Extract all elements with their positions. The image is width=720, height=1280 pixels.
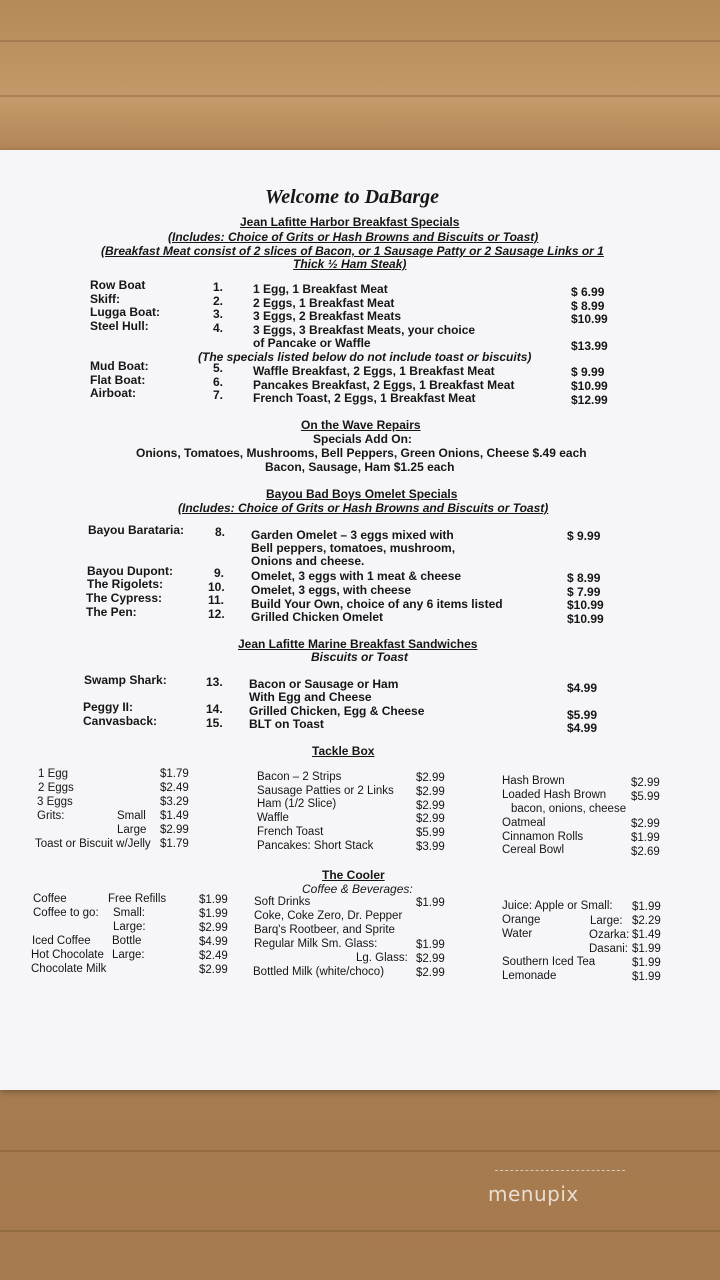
item-name: Peggy II: [83, 700, 134, 714]
item-description: Pancakes Breakfast, 2 Eggs, 1 Breakfast Meat [253, 378, 515, 392]
drink-item: Coffee [33, 893, 67, 905]
harbor-includes: (Includes: Choice of Grits or Hash Browns and Biscuits or Toast) [168, 230, 539, 244]
item-number: 7. [213, 388, 224, 402]
item-name: Row Boat [90, 278, 146, 292]
drink-size: Large: [112, 949, 145, 961]
drink-item: Orange [502, 914, 541, 926]
drink-item: Coffee to go: [33, 907, 99, 919]
watermark-logo: menupix [488, 1182, 579, 1206]
item-description: French Toast, 2 Eggs, 1 Breakfast Meat [253, 391, 476, 405]
side-item: Loaded Hash Brown [502, 789, 607, 801]
bayou-includes: (Includes: Choice of Grits or Hash Browns and Biscuits or Toast) [178, 501, 549, 515]
drink-price: $2.99 [416, 953, 445, 965]
item-number: 14. [206, 702, 223, 716]
side-item: Oatmeal [502, 817, 546, 829]
item-number: 2. [213, 294, 224, 308]
item-name: The Pen: [86, 605, 137, 619]
drink-price: $1.99 [632, 971, 661, 983]
drink-price: $2.49 [199, 950, 228, 962]
side-price: $2.99 [416, 800, 445, 812]
side-price: $3.29 [160, 796, 189, 808]
item-price: $4.99 [567, 681, 598, 695]
item-number: 4. [213, 321, 224, 335]
drink-price: $2.99 [199, 922, 228, 934]
item-price: $12.99 [571, 393, 608, 407]
item-name: Bayou Dupont: [87, 564, 173, 578]
drink-price: $4.99 [199, 936, 228, 948]
item-price: $ 8.99 [571, 299, 605, 313]
item-description-continued: With Egg and Cheese [249, 690, 372, 704]
item-price: $ 6.99 [571, 285, 605, 299]
drink-price: $1.99 [199, 894, 228, 906]
side-item: Toast or Biscuit w/Jelly [35, 838, 151, 850]
side-item: Grits: [37, 810, 65, 822]
side-price: $3.99 [416, 841, 445, 853]
item-name: The Rigolets: [87, 577, 164, 591]
item-description: Grilled Chicken Omelet [251, 610, 384, 624]
side-price: $1.79 [160, 768, 189, 780]
wave-heading: On the Wave Repairs [301, 418, 421, 432]
drink-size: Small: [113, 907, 145, 919]
item-name: Bayou Barataria: [88, 523, 185, 537]
side-size: Small [117, 810, 146, 822]
item-number: 10. [208, 580, 225, 594]
item-description: 3 Eggs, 3 Breakfast Meats, your choice [253, 323, 476, 337]
item-number: 9. [214, 566, 225, 580]
item-description: Grilled Chicken, Egg & Cheese [249, 704, 425, 718]
item-description: Bacon or Sausage or Ham [249, 677, 399, 691]
side-price: $5.99 [416, 827, 445, 839]
harbor-meat-note-1: (Breakfast Meat consist of 2 slices of Bacon, or 1 Sausage Patty or 2 Sausage Links or 1 [101, 244, 604, 258]
item-name: Airboat: [90, 386, 136, 400]
item-description: Build Your Own, choice of any 6 items listed [251, 597, 503, 611]
drink-price: $1.99 [416, 939, 445, 951]
side-item: Ham (1/2 Slice) [257, 798, 337, 810]
item-price: $ 8.99 [567, 571, 601, 585]
harbor-heading: Jean Lafitte Harbor Breakfast Specials [240, 215, 460, 229]
side-item: Cinnamon Rolls [502, 831, 584, 843]
bayou-heading: Bayou Bad Boys Omelet Specials [266, 487, 458, 501]
side-item: Bacon – 2 Strips [257, 771, 342, 783]
drink-price: $2.99 [416, 967, 445, 979]
drink-price: $1.99 [632, 901, 661, 913]
item-name: Lugga Boat: [90, 305, 160, 319]
item-number: 6. [213, 375, 224, 389]
item-number: 12. [208, 607, 225, 621]
item-number: 5. [213, 361, 224, 375]
side-item-note: bacon, onions, cheese [511, 803, 627, 815]
item-name: Flat Boat: [90, 373, 146, 387]
item-number: 13. [206, 675, 223, 689]
side-item: French Toast [257, 826, 324, 838]
harbor-note: (The specials listed below do not include toast or biscuits) [198, 350, 532, 364]
drink-item: Lemonade [502, 970, 557, 982]
item-number: 15. [206, 716, 223, 730]
side-item: Pancakes: Short Stack [257, 840, 374, 852]
drink-item: Bottled Milk (white/choco) [253, 966, 385, 978]
item-name: Steel Hull: [90, 319, 149, 333]
item-name: The Cypress: [86, 591, 163, 605]
marine-subheading: Biscuits or Toast [311, 650, 408, 664]
drink-item: Regular Milk Sm. Glass: [254, 938, 378, 950]
wave-addons-line-2: Bacon, Sausage, Ham $1.25 each [265, 460, 455, 474]
menu-title: Welcome to DaBarge [265, 186, 440, 208]
item-description: Garden Omelet – 3 eggs mixed with [251, 528, 454, 542]
side-price: $2.99 [416, 813, 445, 825]
drink-item-note: Coke, Coke Zero, Dr. Pepper [254, 910, 403, 922]
drink-size: Ozarka: [589, 929, 630, 941]
item-name: Skiff: [90, 292, 120, 306]
wave-addons-line-1: Onions, Tomatoes, Mushrooms, Bell Peppers, Green Onions, Cheese $.49 each [136, 446, 587, 460]
drink-size: Bottle [112, 935, 142, 947]
item-name: Mud Boat: [90, 359, 149, 373]
tackle-heading: Tackle Box [312, 744, 375, 758]
item-price: $10.99 [571, 379, 608, 393]
item-description: 1 Egg, 1 Breakfast Meat [253, 282, 388, 296]
side-price: $2.69 [631, 846, 660, 858]
item-name: Canvasback: [83, 714, 158, 728]
item-price: $10.99 [571, 312, 608, 326]
item-price: $13.99 [571, 339, 608, 353]
item-description: Omelet, 3 eggs, with cheese [251, 583, 412, 597]
item-number: 8. [215, 525, 226, 539]
item-price: $ 9.99 [567, 529, 601, 543]
drink-item-note: Barq's Rootbeer, and Sprite [254, 924, 395, 936]
side-price: $2.99 [631, 818, 660, 830]
drink-price: $2.99 [199, 964, 228, 976]
item-price: $10.99 [567, 612, 604, 626]
item-price: $10.99 [567, 598, 604, 612]
drink-size: Large: [590, 915, 623, 927]
drink-size: Lg. Glass: [356, 952, 408, 964]
side-item: 2 Eggs [38, 782, 74, 794]
item-price: $ 9.99 [571, 365, 605, 379]
item-description-continued: Onions and cheese. [251, 554, 365, 568]
harbor-meat-note-2: Thick ½ Ham Steak) [293, 257, 407, 271]
drink-price: $1.99 [632, 943, 661, 955]
item-description: Omelet, 3 eggs with 1 meat & cheese [251, 569, 462, 583]
side-item: Cereal Bowl [502, 844, 564, 856]
drink-item: Juice: Apple or Small: [502, 900, 613, 912]
watermark-divider [495, 1170, 625, 1171]
drink-size: Free Refills [108, 893, 167, 905]
item-description: BLT on Toast [249, 717, 324, 731]
side-price: $1.79 [160, 838, 189, 850]
drink-price: $1.99 [199, 908, 228, 920]
item-number: 11. [208, 593, 225, 607]
drink-item: Soft Drinks [254, 896, 311, 908]
side-price: $2.99 [631, 777, 660, 789]
item-name: Swamp Shark: [84, 673, 167, 687]
item-description-continued: of Pancake or Waffle [253, 336, 371, 350]
item-description-continued: Bell peppers, tomatoes, mushroom, [251, 541, 456, 555]
side-price: $2.99 [160, 824, 189, 836]
drink-price: $1.99 [632, 957, 661, 969]
drink-price: $1.99 [416, 897, 445, 909]
side-item: 3 Eggs [37, 796, 73, 808]
cooler-subheading: Coffee & Beverages: [302, 882, 413, 896]
side-price: $2.99 [416, 772, 445, 784]
cooler-heading: The Cooler [322, 868, 385, 882]
drink-price: $2.29 [632, 915, 661, 927]
drink-item: Hot Chocolate [31, 949, 104, 961]
item-price: $5.99 [567, 708, 598, 722]
drink-price: $1.49 [632, 929, 661, 941]
drink-item: Southern Iced Tea [502, 956, 596, 968]
drink-item: Iced Coffee [32, 935, 91, 947]
side-item: Waffle [257, 812, 289, 824]
side-item: 1 Egg [38, 768, 69, 780]
item-price: $4.99 [567, 721, 598, 735]
side-price: $1.99 [631, 832, 660, 844]
marine-heading: Jean Lafitte Marine Breakfast Sandwiches [238, 637, 478, 651]
item-description: 3 Eggs, 2 Breakfast Meats [253, 309, 402, 323]
side-item: Sausage Patties or 2 Links [257, 785, 394, 797]
drink-size: Dasani: [589, 943, 628, 955]
drink-item: Water [502, 928, 533, 940]
item-description: 2 Eggs, 1 Breakfast Meat [253, 296, 395, 310]
side-price: $2.49 [160, 782, 189, 794]
item-number: 3. [213, 307, 224, 321]
drink-item: Chocolate Milk [31, 963, 107, 975]
side-item: Hash Brown [502, 775, 565, 787]
side-price: $1.49 [160, 810, 189, 822]
side-price: $5.99 [631, 791, 660, 803]
side-size: Large [117, 824, 147, 836]
item-description: Waffle Breakfast, 2 Eggs, 1 Breakfast Meat [253, 364, 495, 378]
wave-subheading: Specials Add On: [313, 432, 412, 446]
item-price: $ 7.99 [567, 585, 601, 599]
side-price: $2.99 [416, 786, 445, 798]
item-number: 1. [213, 280, 224, 294]
drink-size: Large: [113, 921, 146, 933]
